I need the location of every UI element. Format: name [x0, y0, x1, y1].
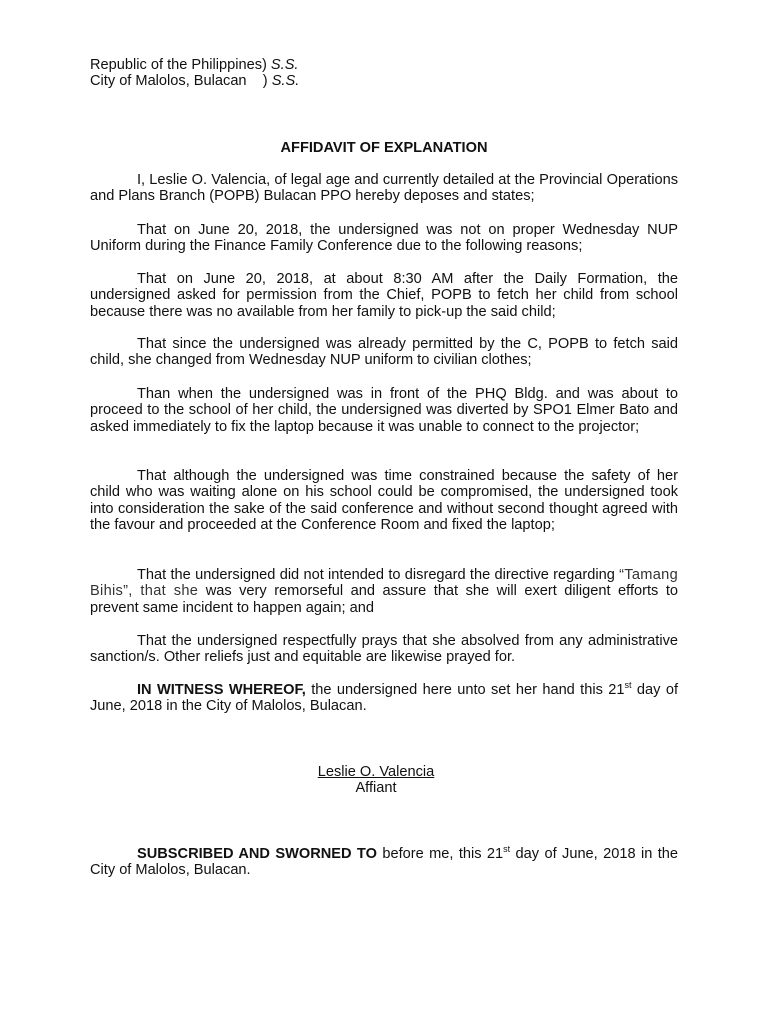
sworn-text-b: day of June, 2018 in the City of Malolos, Bulacan.: [90, 846, 679, 879]
venue-block: [90, 57, 299, 90]
venue-republic-text: Republic of the Philippines): [90, 57, 271, 73]
venue-line-city: [90, 73, 299, 89]
signature-block: [90, 764, 662, 797]
paragraph-uniform: That on June 20, 2018, the undersigned was not on proper Wednesday NUP Uniform during the Finance Family Conference due to the following reasons;: [90, 222, 678, 255]
paragraph-permission: That on June 20, 2018, at about 8:30 AM after the Daily Formation, the undersigned asked for permission from the Chief, POPB to fetch her child from school because there was no available from her family to pick-up the said child;: [90, 271, 678, 320]
paragraph-remorse: [90, 567, 678, 616]
venue-line-republic: [90, 57, 299, 73]
remorse-text-b: was very remorseful and assure that she will exert diligent efforts to prevent same incident to happen again; and: [90, 583, 678, 616]
document-title: AFFIDAVIT OF EXPLANATION: [280, 140, 488, 156]
sworn-heading: SUBSCRIBED AND SWORNED TO: [137, 846, 377, 862]
venue-republic-ss: S.S.: [270, 57, 299, 73]
signatory-role: Affiant: [355, 780, 397, 797]
paragraph-diverted: Than when the undersigned was in front of the PHQ Bldg. and was about to proceed to the school of her child, the undersigned was diverted by SPO1 Elmer Bato and asked immediately to fix the laptop because it was unable to connect to the projector;: [90, 386, 678, 435]
paragraph-fixed-laptop: That although the undersigned was time constrained because the safety of her child who was waiting alone on his school could be compromised, the undersigned took into consideration the sake of the said conference and without second thought agreed with the favour and proceeded at the Conference Room and fixed the laptop;: [90, 468, 678, 534]
sworn-text-a: before me, this 21: [376, 846, 504, 862]
tamang-bihis-quote: “Tamang Bihis”, that she: [90, 567, 678, 600]
signatory-name: Leslie O. Valencia: [317, 764, 435, 780]
paragraph-prayer: That the undersigned respectfully prays that she absolved from any administrative sanction/s. Other reliefs just and equitable are likewise prayed for.: [90, 633, 678, 666]
paragraph-identity: I, Leslie O. Valencia, of legal age and currently detailed at the Provincial Operations and Plans Branch (POPB) Bulacan PPO hereby deposes and states;: [90, 172, 678, 205]
venue-city-ss: S.S.: [271, 73, 300, 90]
witness-text-a: the undersigned here unto set her hand this 21: [305, 682, 625, 698]
paragraph-changed-clothes: That since the undersigned was already permitted by the C, POPB to fetch said child, she changed from Wednesday NUP uniform to civilian clothes;: [90, 336, 678, 369]
paragraph-sworn: [90, 846, 678, 879]
witness-ordinal: st: [624, 680, 632, 691]
witness-text-b: day of June, 2018 in the City of Malolos, Bulacan.: [90, 682, 678, 715]
paragraph-witness: [90, 682, 678, 715]
remorse-text-a: That the undersigned did not intended to disregard the directive regarding: [137, 567, 620, 583]
witness-heading: IN WITNESS WHEREOF,: [137, 682, 306, 698]
venue-city-text: City of Malolos, Bulacan ): [90, 73, 272, 90]
sworn-ordinal: st: [503, 844, 511, 855]
